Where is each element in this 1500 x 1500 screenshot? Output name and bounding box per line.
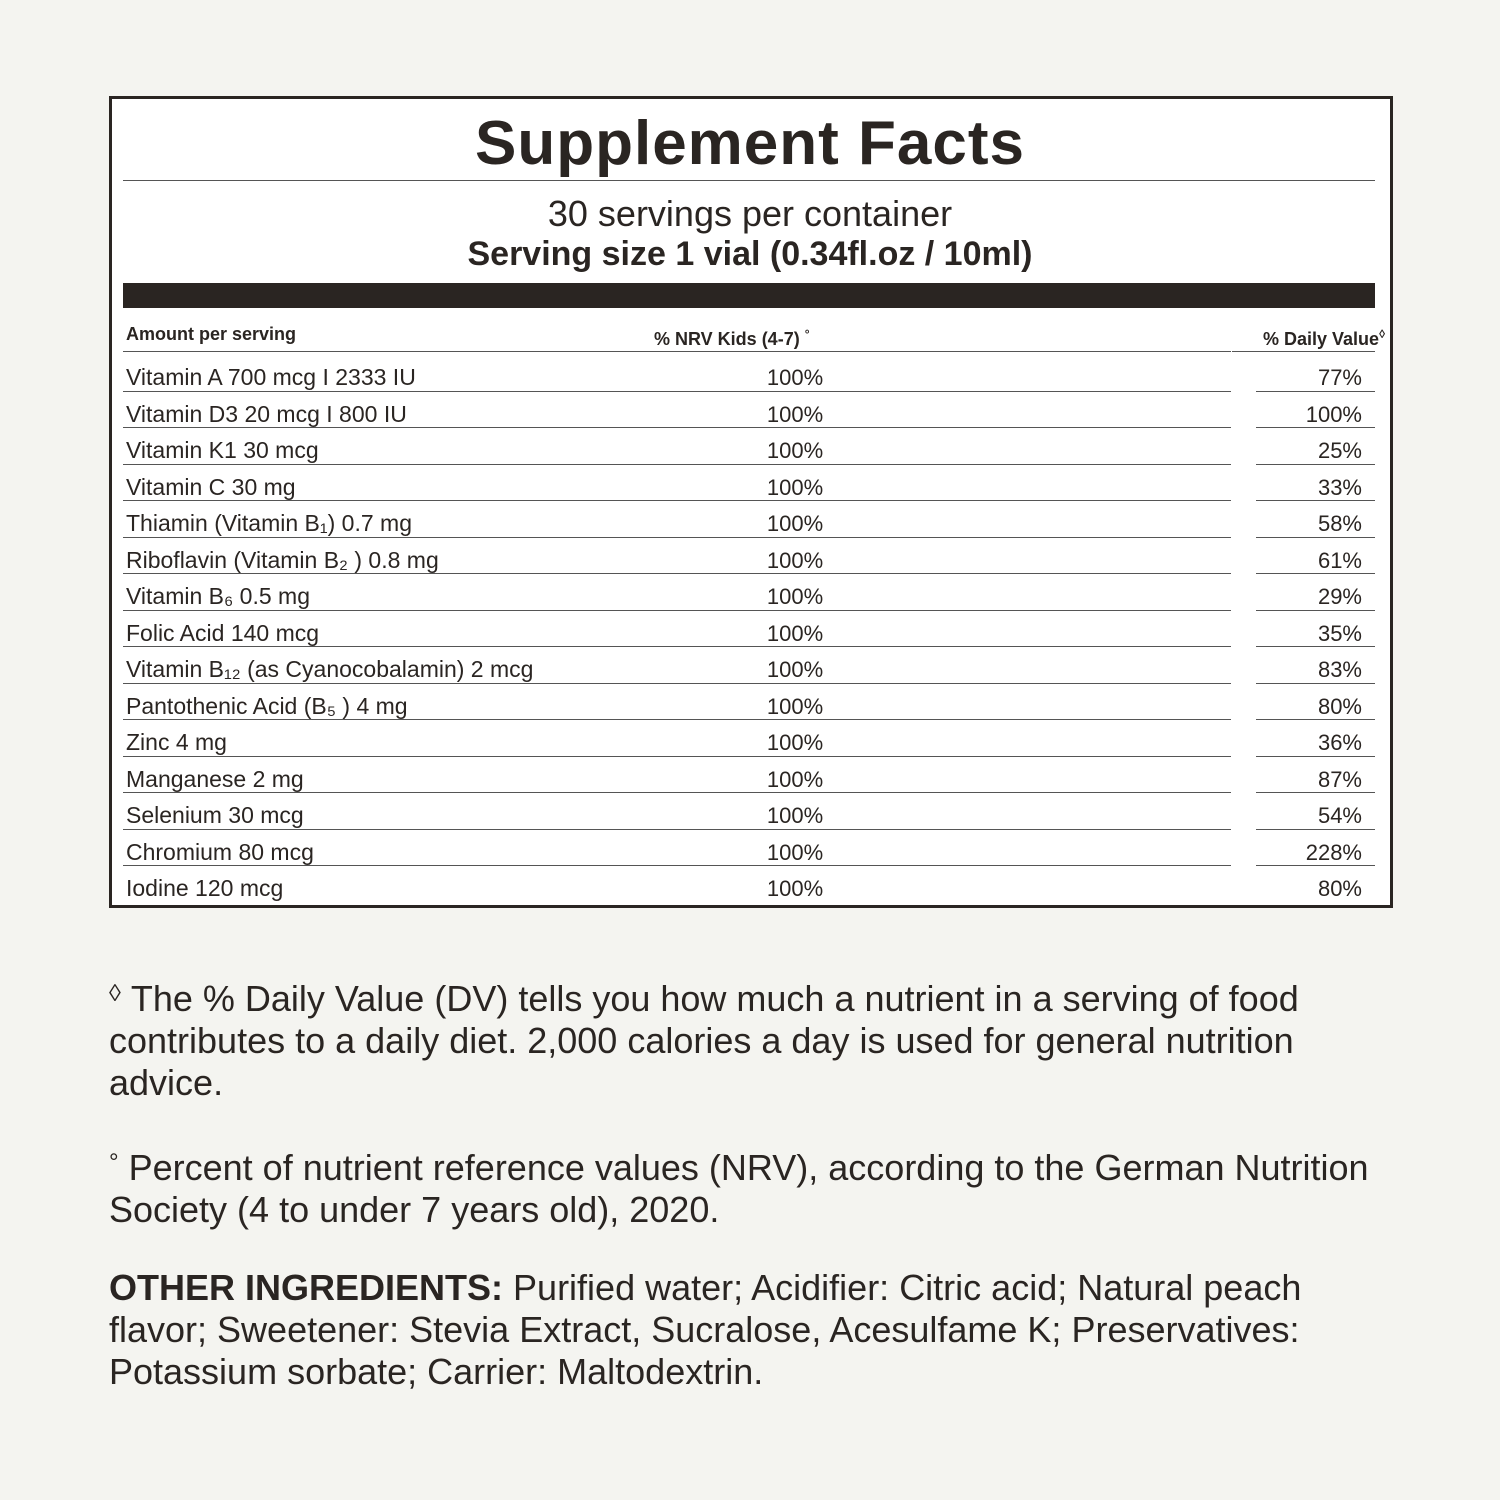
nutrient-name: Thiamin (Vitamin B₁) 0.7 mg [126,510,412,536]
nutrient-name: Vitamin D3 20 mcg I 800 IU [126,400,407,427]
nrv-value: 100% [766,693,824,719]
nutrient-name: Pantothenic Acid (B₅ ) 4 mg [126,692,408,719]
serving-size: Serving size 1 vial (0.34fl.oz / 10ml) [467,235,1033,273]
nutrient-name: Riboflavin (Vitamin B₂ ) 0.8 mg [126,546,439,573]
table-row [0,866,1500,903]
dv-value: 228% [1305,839,1362,865]
nrv-footnote-mark: ° [804,327,810,341]
nrv-value: 100% [766,766,824,792]
nrv-header-label: % NRV Kids (4-7) [654,329,800,349]
nrv-value: 100% [766,730,824,755]
header-divider-dv [1232,351,1375,352]
nutrient-name: Chromium 80 mcg [126,838,314,865]
nrv-value: 100% [766,401,824,427]
dv-value: 54% [1317,803,1362,828]
dv-note-mark: ◊ [109,980,121,1007]
panel-title: Supplement Facts [475,109,1025,178]
table-row [0,793,1500,830]
dv-value: 83% [1317,657,1362,682]
dv-value: 87% [1317,766,1362,792]
dv-footnote [109,973,1399,1104]
dv-note-text: The % Daily Value (DV) tells you how much a nutrient in a serving of food contributes to a daily diet. 2,000 calories a day is used for general nutrition advice. [109,978,1299,1103]
title-divider [123,180,1375,181]
nutrient-name: Manganese 2 mg [126,765,304,792]
nutrient-name: Vitamin B₁₂ (as Cyanocobalamin) 2 mcg [126,656,534,682]
dv-value: 80% [1317,693,1362,719]
nrv-value: 100% [766,511,824,536]
nrv-value: 100% [766,547,824,573]
ingredients-label: OTHER INGREDIENTS: [109,1267,504,1308]
ingredients-text: Purified water; Acidifier: Citric acid; Natural peach flavor; Sweetener: Stevia Extract, Sucralose, Acesulfame K; Preservatives: Potassium sorbate; Carrier: Maltodextrin. [109,1267,1302,1392]
dv-header-label: % Daily Value [1263,329,1380,349]
dv-value: 61% [1317,547,1362,573]
column-header-nrv [654,322,810,351]
table-row [0,647,1500,684]
table-row [0,428,1500,465]
dv-value: 29% [1317,584,1362,609]
dv-value: 25% [1317,438,1362,463]
dv-value: 58% [1317,511,1362,536]
dv-value: 36% [1317,730,1362,755]
table-row [0,538,1500,575]
servings-per-container: 30 servings per container [547,193,953,234]
header-divider [123,351,1231,352]
table-row [0,757,1500,794]
nrv-value: 100% [766,365,824,390]
table-row [0,465,1500,502]
table-row [0,720,1500,757]
dv-value: 33% [1317,474,1362,500]
nrv-value: 100% [766,839,824,865]
nrv-note-text: Percent of nutrient reference values (NRV), according to the German Nutrition Society (4 to under 7 years old), 2020. [109,1147,1369,1230]
dv-value: 100% [1305,401,1362,427]
nutrient-name: Iodine 120 mcg [126,875,284,901]
thick-divider [123,283,1375,308]
nutrient-name: Folic Acid 140 mcg [126,619,320,646]
table-row [0,611,1500,648]
nutrient-name: Vitamin K1 30 mcg [126,437,319,463]
nrv-value: 100% [766,584,824,609]
nrv-value: 100% [766,876,824,901]
nrv-value: 100% [766,474,824,500]
nrv-footnote [109,1142,1399,1231]
table-row [0,501,1500,538]
nrv-note-mark: ° [109,1149,119,1176]
nrv-value: 100% [766,438,824,463]
dv-value: 35% [1317,620,1362,646]
other-ingredients [109,1267,1399,1393]
nutrient-name: Selenium 30 mcg [126,802,304,828]
table-row [0,392,1500,429]
dv-value: 77% [1317,365,1362,390]
nrv-value: 100% [766,803,824,828]
nrv-value: 100% [766,620,824,646]
table-row [0,574,1500,611]
nutrient-name: Vitamin C 30 mg [126,473,296,500]
nutrient-name: Vitamin A 700 mcg I 2333 IU [126,364,416,390]
table-row [0,830,1500,867]
column-header-dv [1263,322,1385,351]
nutrient-name: Vitamin B₆ 0.5 mg [126,583,310,609]
dv-footnote-mark: ◊ [1379,327,1385,341]
nrv-value: 100% [766,657,824,682]
column-header-amount: Amount per serving [126,324,297,344]
nutrient-name: Zinc 4 mg [126,729,227,755]
dv-value: 80% [1317,876,1362,901]
table-row [0,684,1500,721]
table-row [0,355,1500,392]
